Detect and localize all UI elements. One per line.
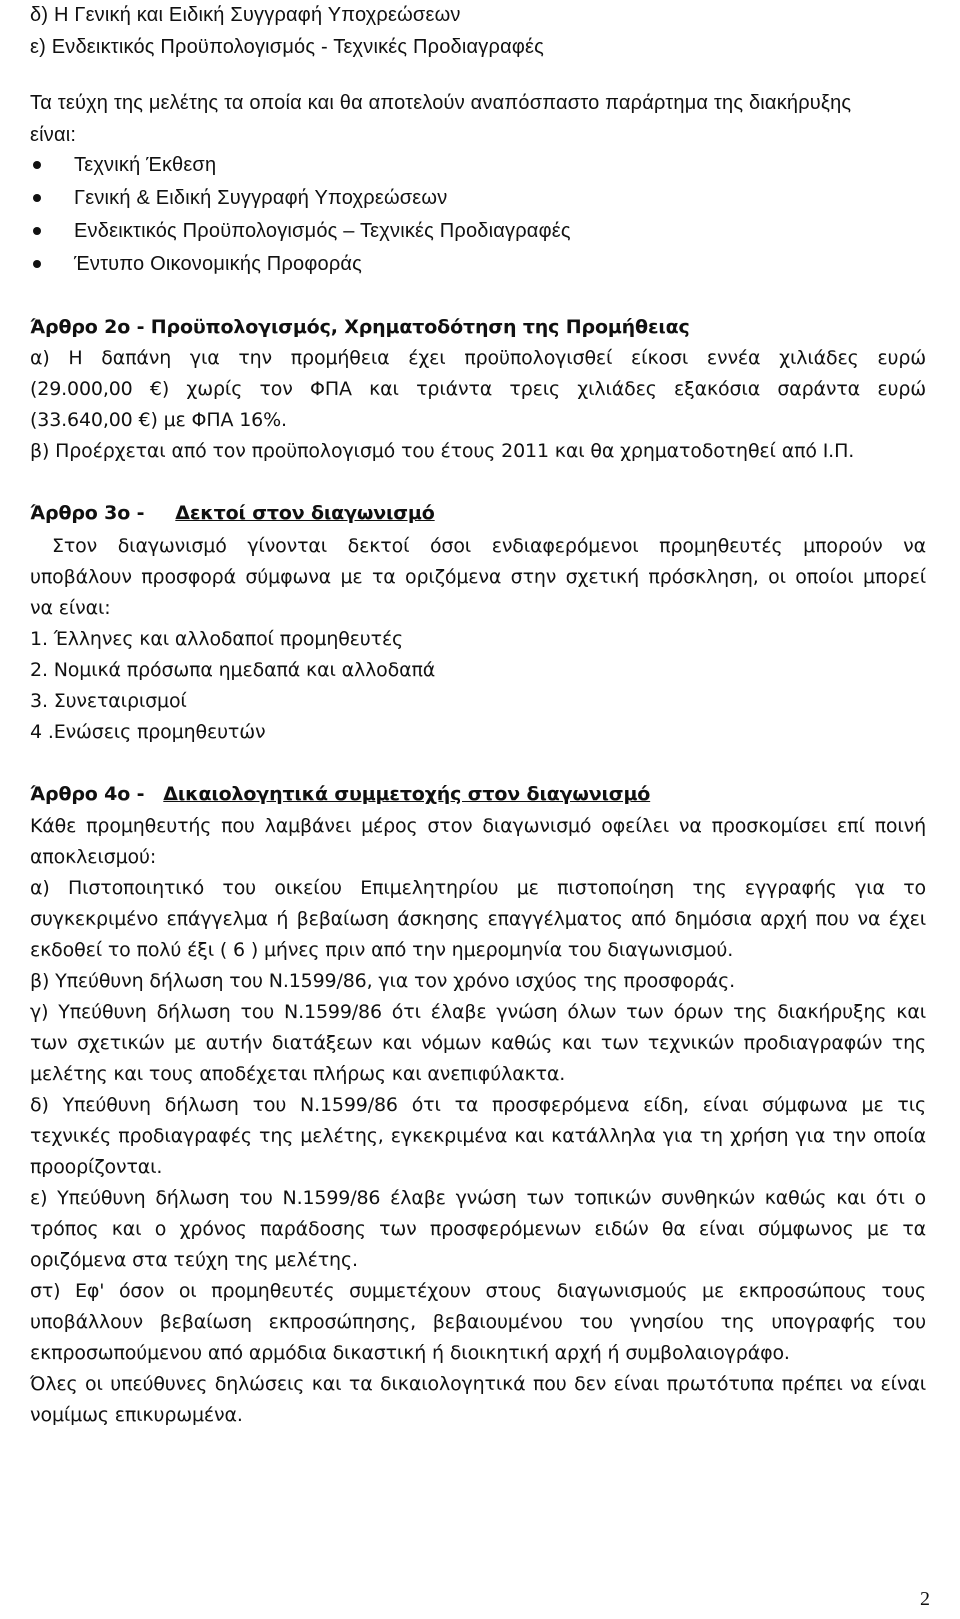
article-3-list-item: 2. Νομικά πρόσωπα ημεδαπά και αλλοδαπά: [30, 659, 436, 681]
article-4-text-line: Όλες οι υπεύθυνες δηλώσεις και τα δικαιολογητικά που δεν είναι πρωτότυπα πρέπει να είναι: [30, 1373, 926, 1395]
article-4-text-line: συγκεκριμένο επάγγελμα ή βεβαίωση άσκησης επαγγέλματος από δημόσια αρχή που να έχει: [30, 908, 926, 930]
spec-item-d: δ) Η Γενική και Ειδική Συγγραφή Υποχρεώσεων: [30, 4, 461, 26]
article-4-text-line: οριζόμενα στα τεύχη της μελέτης.: [30, 1249, 358, 1271]
spec-item-e: ε) Ενδεικτικός Προϋπολογισμός - Τεχνικές Προδιαγραφές: [30, 36, 544, 58]
bullet-icon: [33, 194, 41, 202]
article-3-heading: [30, 500, 435, 526]
page-number: 2: [920, 1588, 930, 1610]
article-4-text-line: τεχνικές προδιαγραφές της μελέτης, εγκεκριμένα και κατάλληλα για τη χρήση για την οποία: [30, 1125, 926, 1147]
article-4-text-line: νομίμως επικυρωμένα.: [30, 1404, 243, 1426]
bullet-list-item: Ενδεικτικός Προϋπολογισμός – Τεχνικές Προδιαγραφές: [74, 220, 571, 242]
article-4-title: Δικαιολογητικά συμμετοχής στον διαγωνισμό: [163, 783, 651, 805]
bullet-icon: [33, 227, 41, 235]
article-4-text-line: αποκλεισμού:: [30, 846, 157, 868]
article-4-text-line: γ) Υπεύθυνη δήλωση του Ν.1599/86 ότι έλαβε γνώση όλων των όρων της διακήρυξης και: [30, 1001, 926, 1023]
article-3-list-item: 1. Έλληνες και αλλοδαποί προμηθευτές: [30, 628, 404, 650]
article-3-list-item: 3. Συνεταιρισμοί: [30, 690, 187, 712]
bullet-icon: [33, 161, 41, 169]
article-3-text-line: υποβάλουν προσφορά σύμφωνα με τα οριζόμενα στην σχετική πρόσκληση, οι οποίοι μπορεί: [30, 566, 926, 588]
article-3-text-line: Στον διαγωνισμό γίνονται δεκτοί όσοι ενδιαφερόμενοι προμηθευτές μπορούν να: [52, 535, 926, 557]
article-2-text-line: α) Η δαπάνη για την προμήθεια έχει προϋπολογισθεί είκοσι εννέα χιλιάδες ευρώ: [30, 347, 926, 369]
article-4-text-line: δ) Υπεύθυνη δήλωση του Ν.1599/86 ότι τα προσφερόμενα είδη, είναι σύμφωνα με τις: [30, 1094, 926, 1116]
article-4-text-line: των σχετικών με αυτήν διατάξεων και νόμων καθώς και των τεχνικών προδιαγραφών της: [30, 1032, 926, 1054]
intro-text-line: είναι:: [30, 124, 77, 146]
article-4-heading: [30, 781, 650, 807]
bullet-icon: [33, 260, 41, 268]
article-2-heading: Άρθρο 2ο - Προϋπολογισμός, Χρηματοδότηση της Προμήθειας: [30, 316, 690, 338]
article-4-text-line: α) Πιστοποιητικό του οικείου Επιμελητηρίου με πιστοποίηση της εγγραφής για το: [30, 877, 926, 899]
article-2-text-line: (33.640,00 €) με ΦΠΑ 16%.: [30, 409, 287, 431]
article-4-text-line: στ) Εφ' όσον οι προμηθευτές συμμετέχουν στους διαγωνισμούς με εκπροσώπους τους: [30, 1280, 926, 1302]
article-4-text-line: μελέτης και τους αποδέχεται πλήρως και ανεπιφύλακτα.: [30, 1063, 566, 1085]
article-4-text-line: ε) Υπεύθυνη δήλωση του Ν.1599/86 έλαβε γνώση των τοπικών συνθηκών καθώς και ότι ο: [30, 1187, 926, 1209]
article-4-text-line: εκπροσωπούμενου από αρμόδια δικαστική ή διοικητική αρχή ή συμβολαιογράφο.: [30, 1342, 790, 1364]
article-2-text-line: β) Προέρχεται από τον προϋπολογισμό του έτους 2011 και θα χρηματοδοτηθεί από Ι.Π.: [30, 440, 855, 462]
bullet-list-item: Έντυπο Οικονομικής Προφοράς: [74, 253, 363, 275]
article-4-text-line: υποβάλλουν βεβαίωση εκπροσώπησης, βεβαιουμένου του γνησίου της υπογραφής του: [30, 1311, 926, 1333]
article-3-list-item: 4 .Ενώσεις προμηθευτών: [30, 721, 266, 743]
article-3-title: Δεκτοί στον διαγωνισμό: [175, 502, 435, 524]
article-4-text-line: εκδοθεί το πολύ έξι ( 6 ) μήνες πριν από την ημερομηνία του διαγωνισμού.: [30, 939, 734, 961]
article-4-number: Άρθρο 4ο -: [30, 783, 145, 805]
bullet-list-item: Τεχνική Έκθεση: [74, 154, 217, 176]
article-3-number: Άρθρο 3ο -: [30, 502, 145, 524]
article-4-text-line: Κάθε προμηθευτής που λαμβάνει μέρος στον διαγωνισμό οφείλει να προσκομίσει επί ποινή: [30, 815, 926, 837]
article-3-text-line: να είναι:: [30, 597, 111, 619]
article-4-text-line: τρόπος και ο χρόνος παράδοσης των προσφερόμενων ειδών θα είναι σύμφωνος με τα: [30, 1218, 926, 1240]
bullet-list-item: Γενική & Ειδική Συγγραφή Υποχρεώσεων: [74, 187, 448, 209]
article-4-text-line: β) Υπεύθυνη δήλωση του Ν.1599/86, για τον χρόνο ισχύος της προσφοράς.: [30, 970, 736, 992]
article-4-text-line: προορίζονται.: [30, 1156, 163, 1178]
article-2-text-line: (29.000,00 €) χωρίς τον ΦΠΑ και τριάντα τρεις χιλιάδες εξακόσια σαράντα ευρώ: [30, 378, 926, 400]
intro-text-line: Τα τεύχη της μελέτης τα οποία και θα αποτελούν αναπόσπαστο παράρτημα της διακήρυξης: [30, 92, 852, 114]
